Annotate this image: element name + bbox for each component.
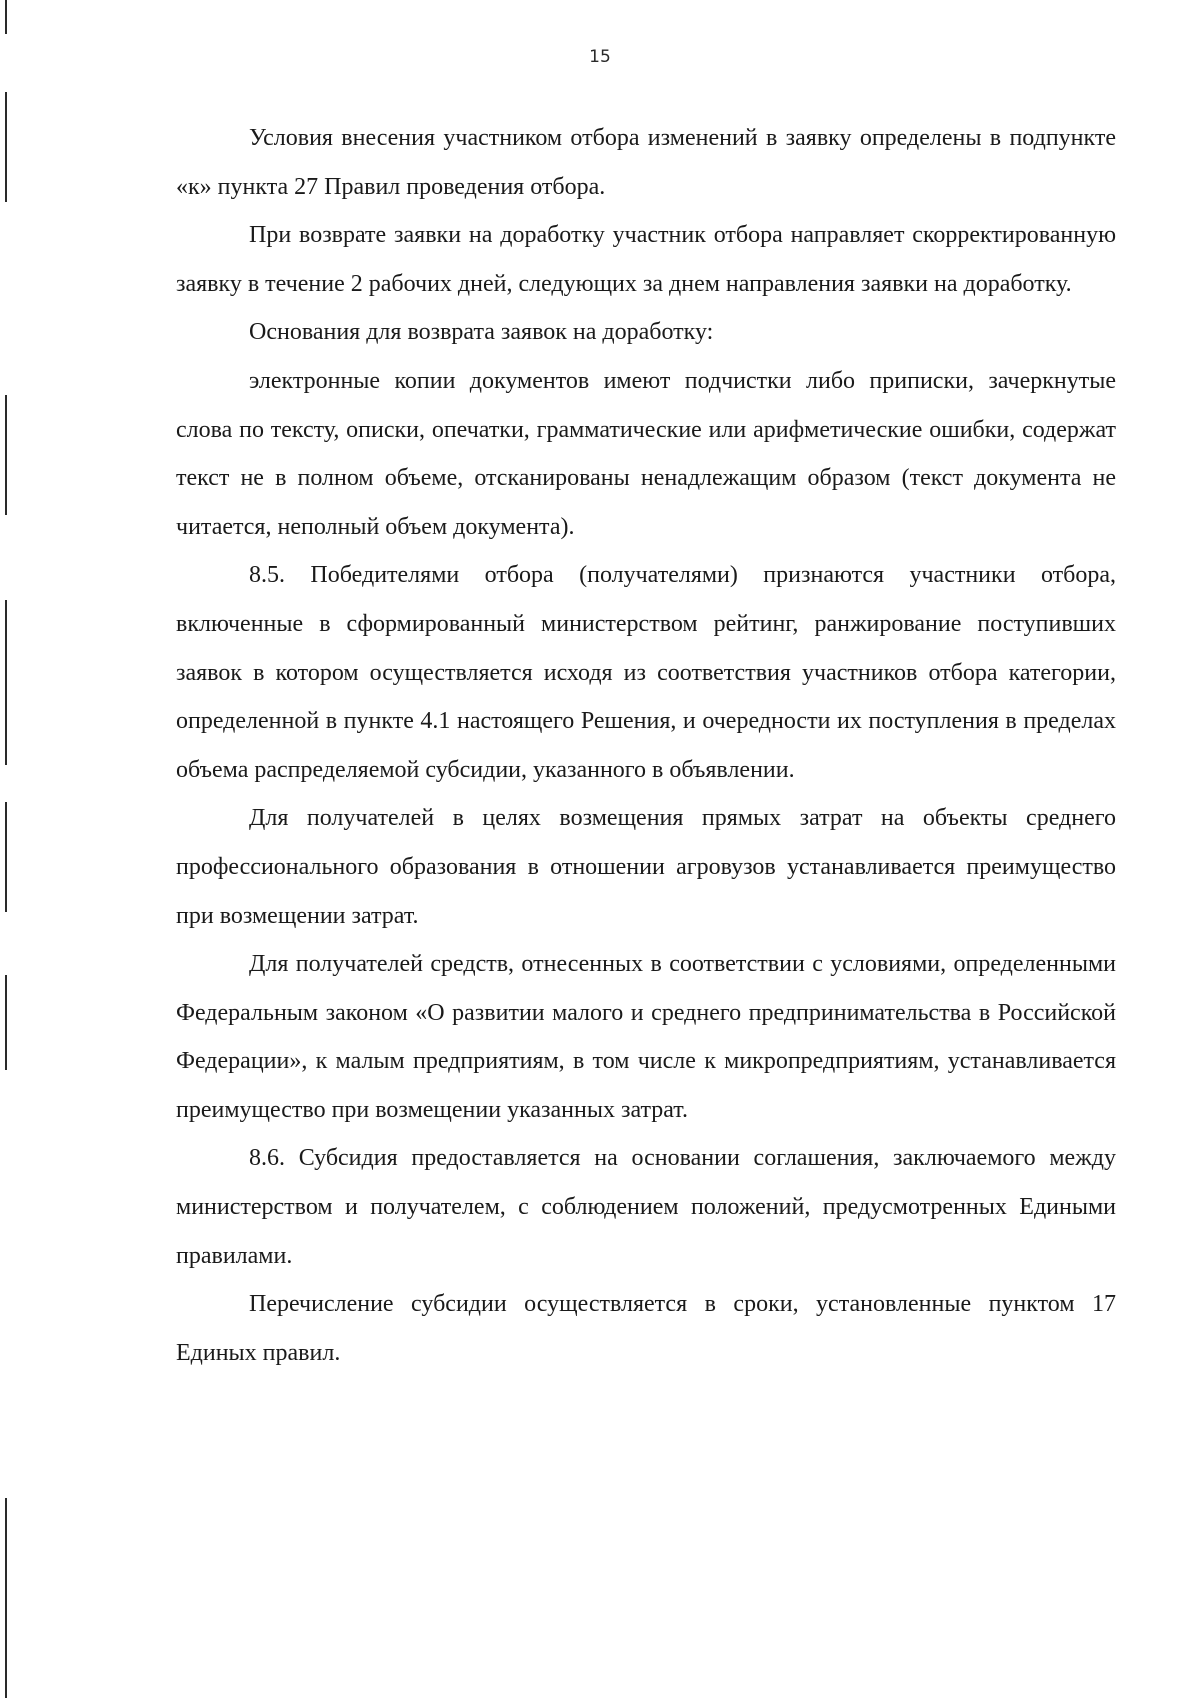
scan-edge-mark xyxy=(5,1498,7,1698)
paragraph: Для получателей в целях возмещения прямых затрат на объекты среднего профессионального образования в отношении агровузов устанавливается преимущество при возмещении затрат. xyxy=(176,805,1116,929)
page-number: 15 xyxy=(589,47,611,67)
paragraph: При возврате заявки на доработку участник отбора направляет скорректированную заявку в течение 2 рабочих дней, следующих за днем направления заявки на доработку. xyxy=(176,222,1116,297)
scan-edge-mark xyxy=(5,975,7,1070)
paragraph: 8.5. Победителями отбора (получателями) признаются участники отбора, включенные в сформированный министерством рейтинг, ранжирование поступивших заявок в котором осуществляется исходя из соответствия участников отбора категории, определенной в пункте 4.1 настоящего Решения, и очередности их поступления в пределах объема распределяемой субсидии, указанного в объявлении. xyxy=(176,562,1116,783)
paragraph: Основания для возврата заявок на доработку: xyxy=(249,319,714,346)
document-body xyxy=(176,114,1116,1377)
paragraph: Условия внесения участником отбора изменений в заявку определены в подпункте «к» пункта 27 Правил проведения отбора. xyxy=(176,125,1116,200)
scan-edge-mark xyxy=(5,802,7,912)
scan-edge-mark xyxy=(5,600,7,765)
paragraph: 8.6. Субсидия предоставляется на основании соглашения, заключаемого между министерством и получателем, с соблюдением положений, предусмотренных Едиными правилами. xyxy=(176,1145,1116,1269)
scan-edge-mark xyxy=(5,395,7,515)
scan-edge-mark xyxy=(5,92,7,202)
paragraph: электронные копии документов имеют подчистки либо приписки, зачеркнутые слова по тексту, описки, опечатки, грамматические или арифметические ошибки, содержат текст не в полном объеме, отсканированы ненадлежащим образом (текст документа не читается, неполный объем документа). xyxy=(176,367,1116,540)
paragraph: Для получателей средств, отнесенных в соответствии с условиями, определенными Федеральным законом «О развитии малого и среднего предпринимательства в Российской Федерации», к малым предприятиям, в том числе к микропредприятиям, устанавливается преимущество при возмещении указанных затрат. xyxy=(176,951,1116,1123)
scan-edge-mark xyxy=(5,0,7,34)
paragraph: Перечисление субсидии осуществляется в сроки, установленные пунктом 17 Единых правил. xyxy=(176,1291,1116,1366)
